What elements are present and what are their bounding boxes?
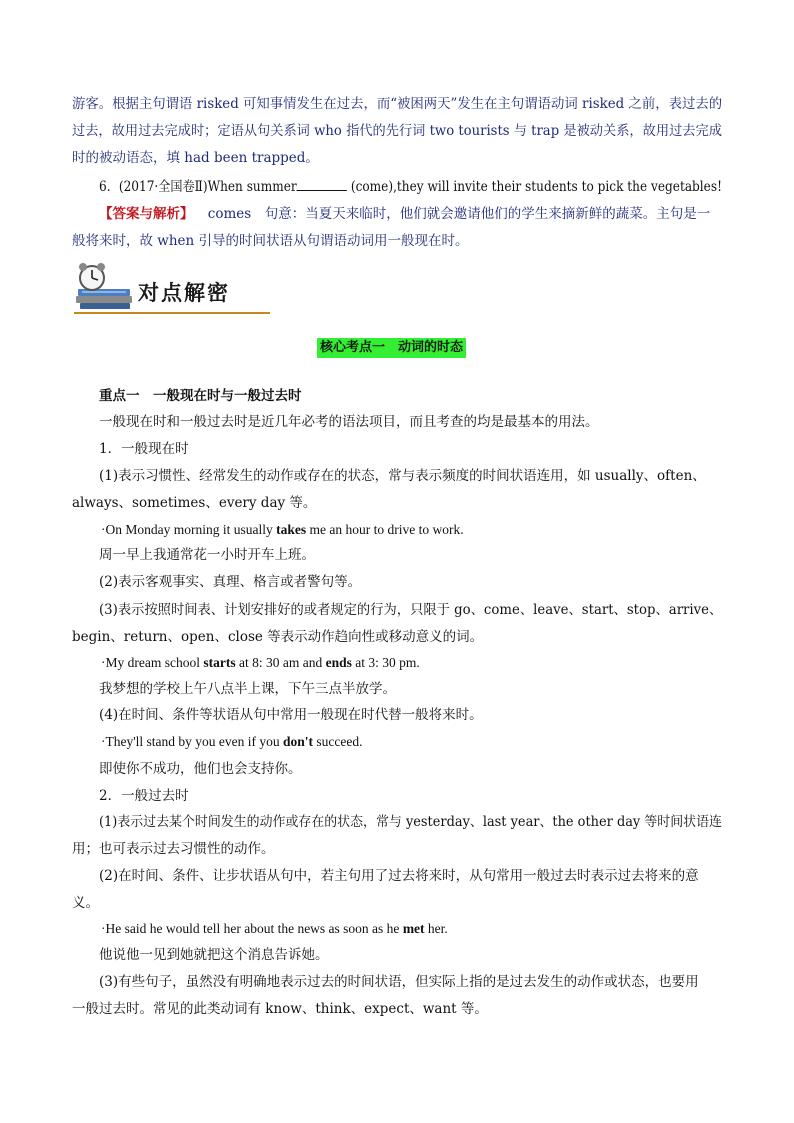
example-3-translation: 即使你不成功，他们也会支持你。 xyxy=(99,761,302,777)
section-intro: 一般现在时和一般过去时是近几年必考的语法项目，而且考查的均是最基本的用法。 xyxy=(99,414,599,430)
answer-blank xyxy=(297,176,347,191)
answer-line-1: 【答案与解析】 comes 句意：当夏天来临时，他们就会邀请他们的学生来摘新鲜的蔬菜。主句是一 xyxy=(99,206,711,222)
example-1: ·On Monday morning it usually takes me an hour to drive to work. xyxy=(101,522,464,537)
example-2: ·My dream school starts at 8: 30 am and ends at 3: 30 pm. xyxy=(101,655,420,670)
intro-line-3: 时的被动语态，填 had been trapped。 xyxy=(72,150,319,166)
core-point-title: 核心考点一 动词的时态 xyxy=(317,338,466,358)
intro-line-1: 游客。根据主句谓语 risked 可知事情发生在过去，而“被困两天”发生在主句谓语动词 risked 之前，表过去的 xyxy=(72,96,723,112)
past-rule-3b: 一般过去时。常见的此类动词有 know、think、expect、want 等。 xyxy=(72,1001,488,1017)
present-rule-3b: begin、return、open、close 等表示动作趋向性或移动意义的词。 xyxy=(72,629,484,645)
present-rule-1a: (1)表示习惯性、经常发生的动作或存在的状态，常与表示频度的时间状语连用，如 usually、often、 xyxy=(99,468,706,484)
past-rule-2b: 义。 xyxy=(72,895,99,911)
section-banner xyxy=(72,262,272,318)
answer-tag: 【答案与解析】 xyxy=(99,206,194,222)
present-rule-1b: always、sometimes、every day 等。 xyxy=(72,495,317,511)
example-4: ·He said he would tell her about the news as soon as he met her. xyxy=(101,921,448,936)
present-rule-4: (4)在时间、条件等状语从句中常用一般现在时代替一般将来时。 xyxy=(99,707,483,723)
intro-line-2: 过去，故用过去完成时；定语从句关系词 who 指代的先行词 two tourists 与 trap 是被动关系，故用过去完成 xyxy=(72,123,722,139)
present-rule-3a: (3)表示按照时间表、计划安排好的或者规定的行为，只限于 go、come、leave、start、stop、arrive、 xyxy=(99,602,723,618)
present-rule-2: (2)表示客观事实、真理、格言或者警句等。 xyxy=(99,574,362,590)
example-4-translation: 他说他一见到她就把这个消息告诉她。 xyxy=(99,947,329,963)
past-rule-3a: (3)有些句子，虽然没有明确地表示过去的时间状语，但实际上指的是过去发生的动作或状态，也要用 xyxy=(99,974,699,990)
past-rule-1a: (1)表示过去某个时间发生的动作或存在的状态，常与 yesterday、last year、the other day 等时间状语连 xyxy=(99,814,722,830)
past-rule-2a: (2)在时间、条件、让步状语从句中，若主句用了过去将来时，从句常用一般过去时表示过去将来的意 xyxy=(99,868,699,884)
banner-title: 对点解密 xyxy=(138,281,230,305)
alarm-clock-and-books-icon xyxy=(72,262,136,314)
section-heading: 重点一 一般现在时与一般过去时 xyxy=(99,388,302,404)
example-2-translation: 我梦想的学校上午八点半上课，下午三点半放学。 xyxy=(99,681,396,697)
example-1-translation: 周一早上我通常花一小时开车上班。 xyxy=(99,547,315,563)
answer-line-2: 般将来时，故 when 引导的时间状语从句谓语动词用一般现在时。 xyxy=(72,233,469,249)
question-6: 6．(2017·全国卷Ⅱ)When summer (come),they will invite their students to pick the vegetables! xyxy=(99,176,722,197)
banner-underline xyxy=(74,312,270,314)
example-3: ·They'll stand by you even if you don't succeed. xyxy=(101,734,363,749)
subheading-past: 2．一般过去时 xyxy=(99,788,189,804)
past-rule-1b: 用；也可表示过去习惯性的动作。 xyxy=(72,841,275,857)
subheading-present: 1．一般现在时 xyxy=(99,441,189,457)
